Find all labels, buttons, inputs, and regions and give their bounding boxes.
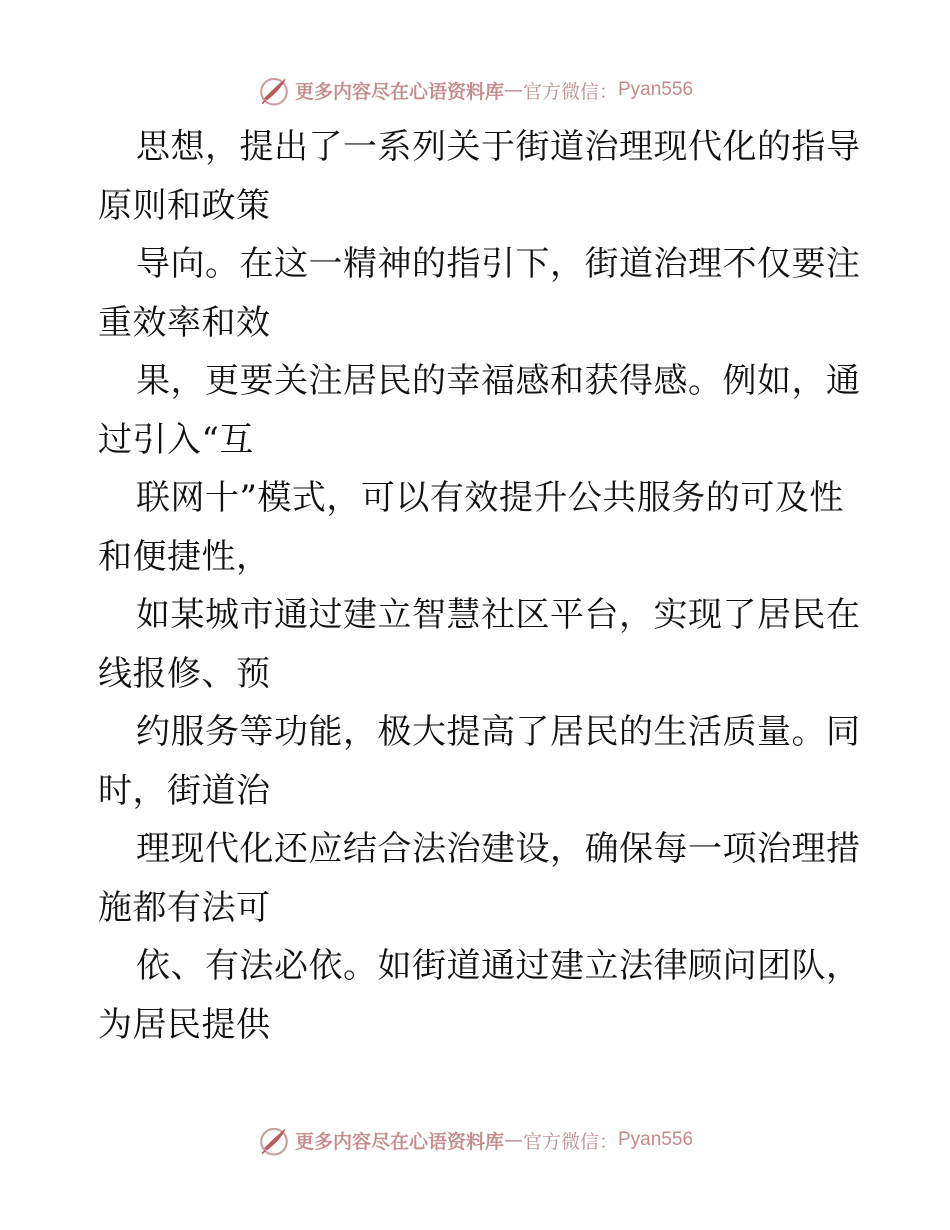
footer-label: 官方微信： — [522, 1130, 618, 1153]
footer-banner — [0, 1120, 950, 1160]
feather-pen-icon — [257, 73, 291, 107]
header-banner — [0, 70, 950, 110]
footer-brand: 更多内容尽在心语资料库 — [294, 1130, 504, 1153]
text-line-11: 约服务等功能，极大提高了居民的生活质量。同 — [136, 712, 861, 752]
text-line-2: 原则和政策 — [98, 185, 271, 226]
feather-pen-icon — [257, 1123, 291, 1157]
text-line-14: 施都有法可 — [98, 887, 271, 928]
text-line-10: 线报修、预 — [98, 653, 271, 694]
header-separator: — — [503, 79, 523, 101]
document-body — [98, 118, 861, 1054]
text-line-7: 联网十”模式，可以有效提升公共服务的可及性 — [136, 478, 844, 518]
text-line-4: 重效率和效 — [98, 302, 271, 343]
text-line-5: 果，更要关注居民的幸福感和获得感。例如，通 — [136, 361, 861, 401]
header-account: Pyan556 — [618, 79, 694, 100]
text-line-9: 如某城市通过建立智慧社区平台，实现了居民在 — [136, 595, 861, 635]
footer-separator: — — [503, 1129, 523, 1151]
header-brand: 更多内容尽在心语资料库 — [294, 80, 504, 103]
text-line-8: 和便捷性， — [98, 536, 271, 577]
text-line-15: 依、有法必依。如街道通过建立法律顾问团队， — [136, 946, 861, 986]
text-line-3: 导向。在这一精神的指引下，街道治理不仅要注 — [136, 244, 861, 284]
text-line-6: 过引入“互 — [98, 419, 254, 460]
text-line-12: 时，街道治 — [98, 770, 271, 811]
footer-account: Pyan556 — [618, 1129, 694, 1150]
text-line-16: 为居民提供 — [98, 1004, 271, 1045]
text-line-13: 理现代化还应结合法治建设，确保每一项治理措 — [136, 829, 861, 869]
header-label: 官方微信： — [522, 80, 618, 103]
text-line-1: 思想，提出了一系列关于街道治理现代化的指导 — [136, 127, 861, 167]
